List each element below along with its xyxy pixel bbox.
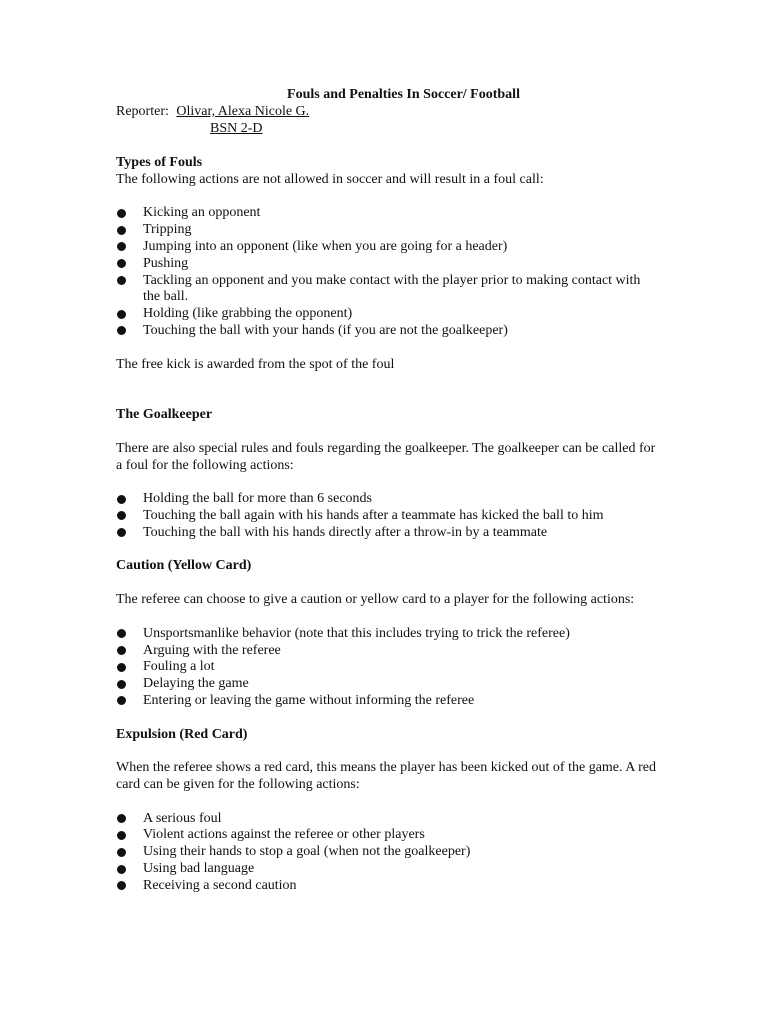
list-item xyxy=(116,491,656,508)
reporter-section xyxy=(116,121,656,138)
bullet-icon xyxy=(117,881,126,890)
list-item xyxy=(116,256,656,273)
bullet-icon xyxy=(117,226,126,235)
expulsion-intro: When the referee shows a red card, this means the player has been kicked out of the game. A red card can be given for the following actions: xyxy=(116,760,656,793)
list-item xyxy=(116,827,656,844)
list-item xyxy=(116,525,656,542)
bullet-icon xyxy=(117,629,126,638)
list-item-text: Tripping xyxy=(143,222,192,238)
list-item xyxy=(116,626,656,643)
goalkeeper-heading: The Goalkeeper xyxy=(116,406,213,422)
document-page xyxy=(116,87,656,895)
caution-list xyxy=(116,626,656,710)
list-item xyxy=(116,643,656,660)
list-item xyxy=(116,676,656,693)
list-item-text: Jumping into an opponent (like when you are going for a header) xyxy=(143,238,508,254)
bullet-icon xyxy=(117,865,126,874)
bullet-icon xyxy=(117,495,126,504)
list-item-text: Tackling an opponent and you make contact with the player prior to making contact with the ball. xyxy=(143,272,641,305)
list-item-text: Kicking an opponent xyxy=(143,205,261,221)
bullet-icon xyxy=(117,663,126,672)
list-item-text: Violent actions against the referee or other players xyxy=(143,827,425,843)
bullet-icon xyxy=(117,209,126,218)
caution-heading: Caution (Yellow Card) xyxy=(116,558,252,574)
list-item-text: Using bad language xyxy=(143,861,255,877)
types-of-fouls-intro: The following actions are not allowed in soccer and will result in a foul call: xyxy=(116,171,544,187)
list-item-text: Touching the ball with your hands (if you are not the goalkeeper) xyxy=(143,322,508,338)
list-item-text: Entering or leaving the game without informing the referee xyxy=(143,692,475,708)
bullet-icon xyxy=(117,310,126,319)
list-item xyxy=(116,878,656,895)
list-item xyxy=(116,508,656,525)
reporter-name: Olivar, Alexa Nicole G. xyxy=(176,104,310,119)
bullet-icon xyxy=(117,646,126,655)
list-item xyxy=(116,659,656,676)
list-item xyxy=(116,811,656,828)
reporter-line xyxy=(116,104,656,121)
bullet-icon xyxy=(117,511,126,520)
section-text: BSN 2-D xyxy=(210,121,263,136)
bullet-icon xyxy=(117,848,126,857)
list-item xyxy=(116,239,656,256)
document-title: Fouls and Penalties In Soccer/ Football xyxy=(287,87,520,102)
list-item xyxy=(116,861,656,878)
list-item-text: Holding the ball for more than 6 seconds xyxy=(143,491,373,507)
reporter-label: Reporter: xyxy=(116,104,169,119)
expulsion-heading: Expulsion (Red Card) xyxy=(116,726,248,742)
list-item xyxy=(116,273,656,307)
list-item xyxy=(116,222,656,239)
list-item xyxy=(116,306,656,323)
bullet-icon xyxy=(117,696,126,705)
list-item-text: A serious foul xyxy=(143,810,222,826)
list-item-text: Touching the ball again with his hands after a teammate has kicked the ball to him xyxy=(143,507,604,523)
bullet-icon xyxy=(117,276,126,285)
list-item xyxy=(116,693,656,710)
caution-intro: The referee can choose to give a caution or yellow card to a player for the following actions: xyxy=(116,592,635,608)
list-item-text: Holding (like grabbing the opponent) xyxy=(143,306,353,322)
list-item-text: Arguing with the referee xyxy=(143,642,281,658)
list-item-text: Pushing xyxy=(143,255,189,271)
bullet-icon xyxy=(117,680,126,689)
list-item xyxy=(116,323,656,340)
list-item-text: Touching the ball with his hands directly after a throw-in by a teammate xyxy=(143,524,548,540)
expulsion-list xyxy=(116,811,656,895)
list-item-text: Unsportsmanlike behavior (note that this includes trying to trick the referee) xyxy=(143,625,570,641)
list-item-text: Fouling a lot xyxy=(143,659,215,675)
bullet-icon xyxy=(117,528,126,537)
goalkeeper-list xyxy=(116,491,656,541)
bullet-icon xyxy=(117,326,126,335)
list-item-text: Using their hands to stop a goal (when not the goalkeeper) xyxy=(143,844,471,860)
bullet-icon xyxy=(117,259,126,268)
list-item-text: Receiving a second caution xyxy=(143,877,297,893)
bullet-icon xyxy=(117,831,126,840)
list-item xyxy=(116,844,656,861)
types-of-fouls-list xyxy=(116,205,656,339)
types-of-fouls-heading: Types of Fouls xyxy=(116,154,203,170)
list-item xyxy=(116,205,656,222)
goalkeeper-intro: There are also special rules and fouls regarding the goalkeeper. The goalkeeper can be called for a foul for the following actions: xyxy=(116,440,656,473)
bullet-icon xyxy=(117,814,126,823)
list-item-text: Delaying the game xyxy=(143,676,249,692)
bullet-icon xyxy=(117,242,126,251)
free-kick-note: The free kick is awarded from the spot of the foul xyxy=(116,356,395,372)
